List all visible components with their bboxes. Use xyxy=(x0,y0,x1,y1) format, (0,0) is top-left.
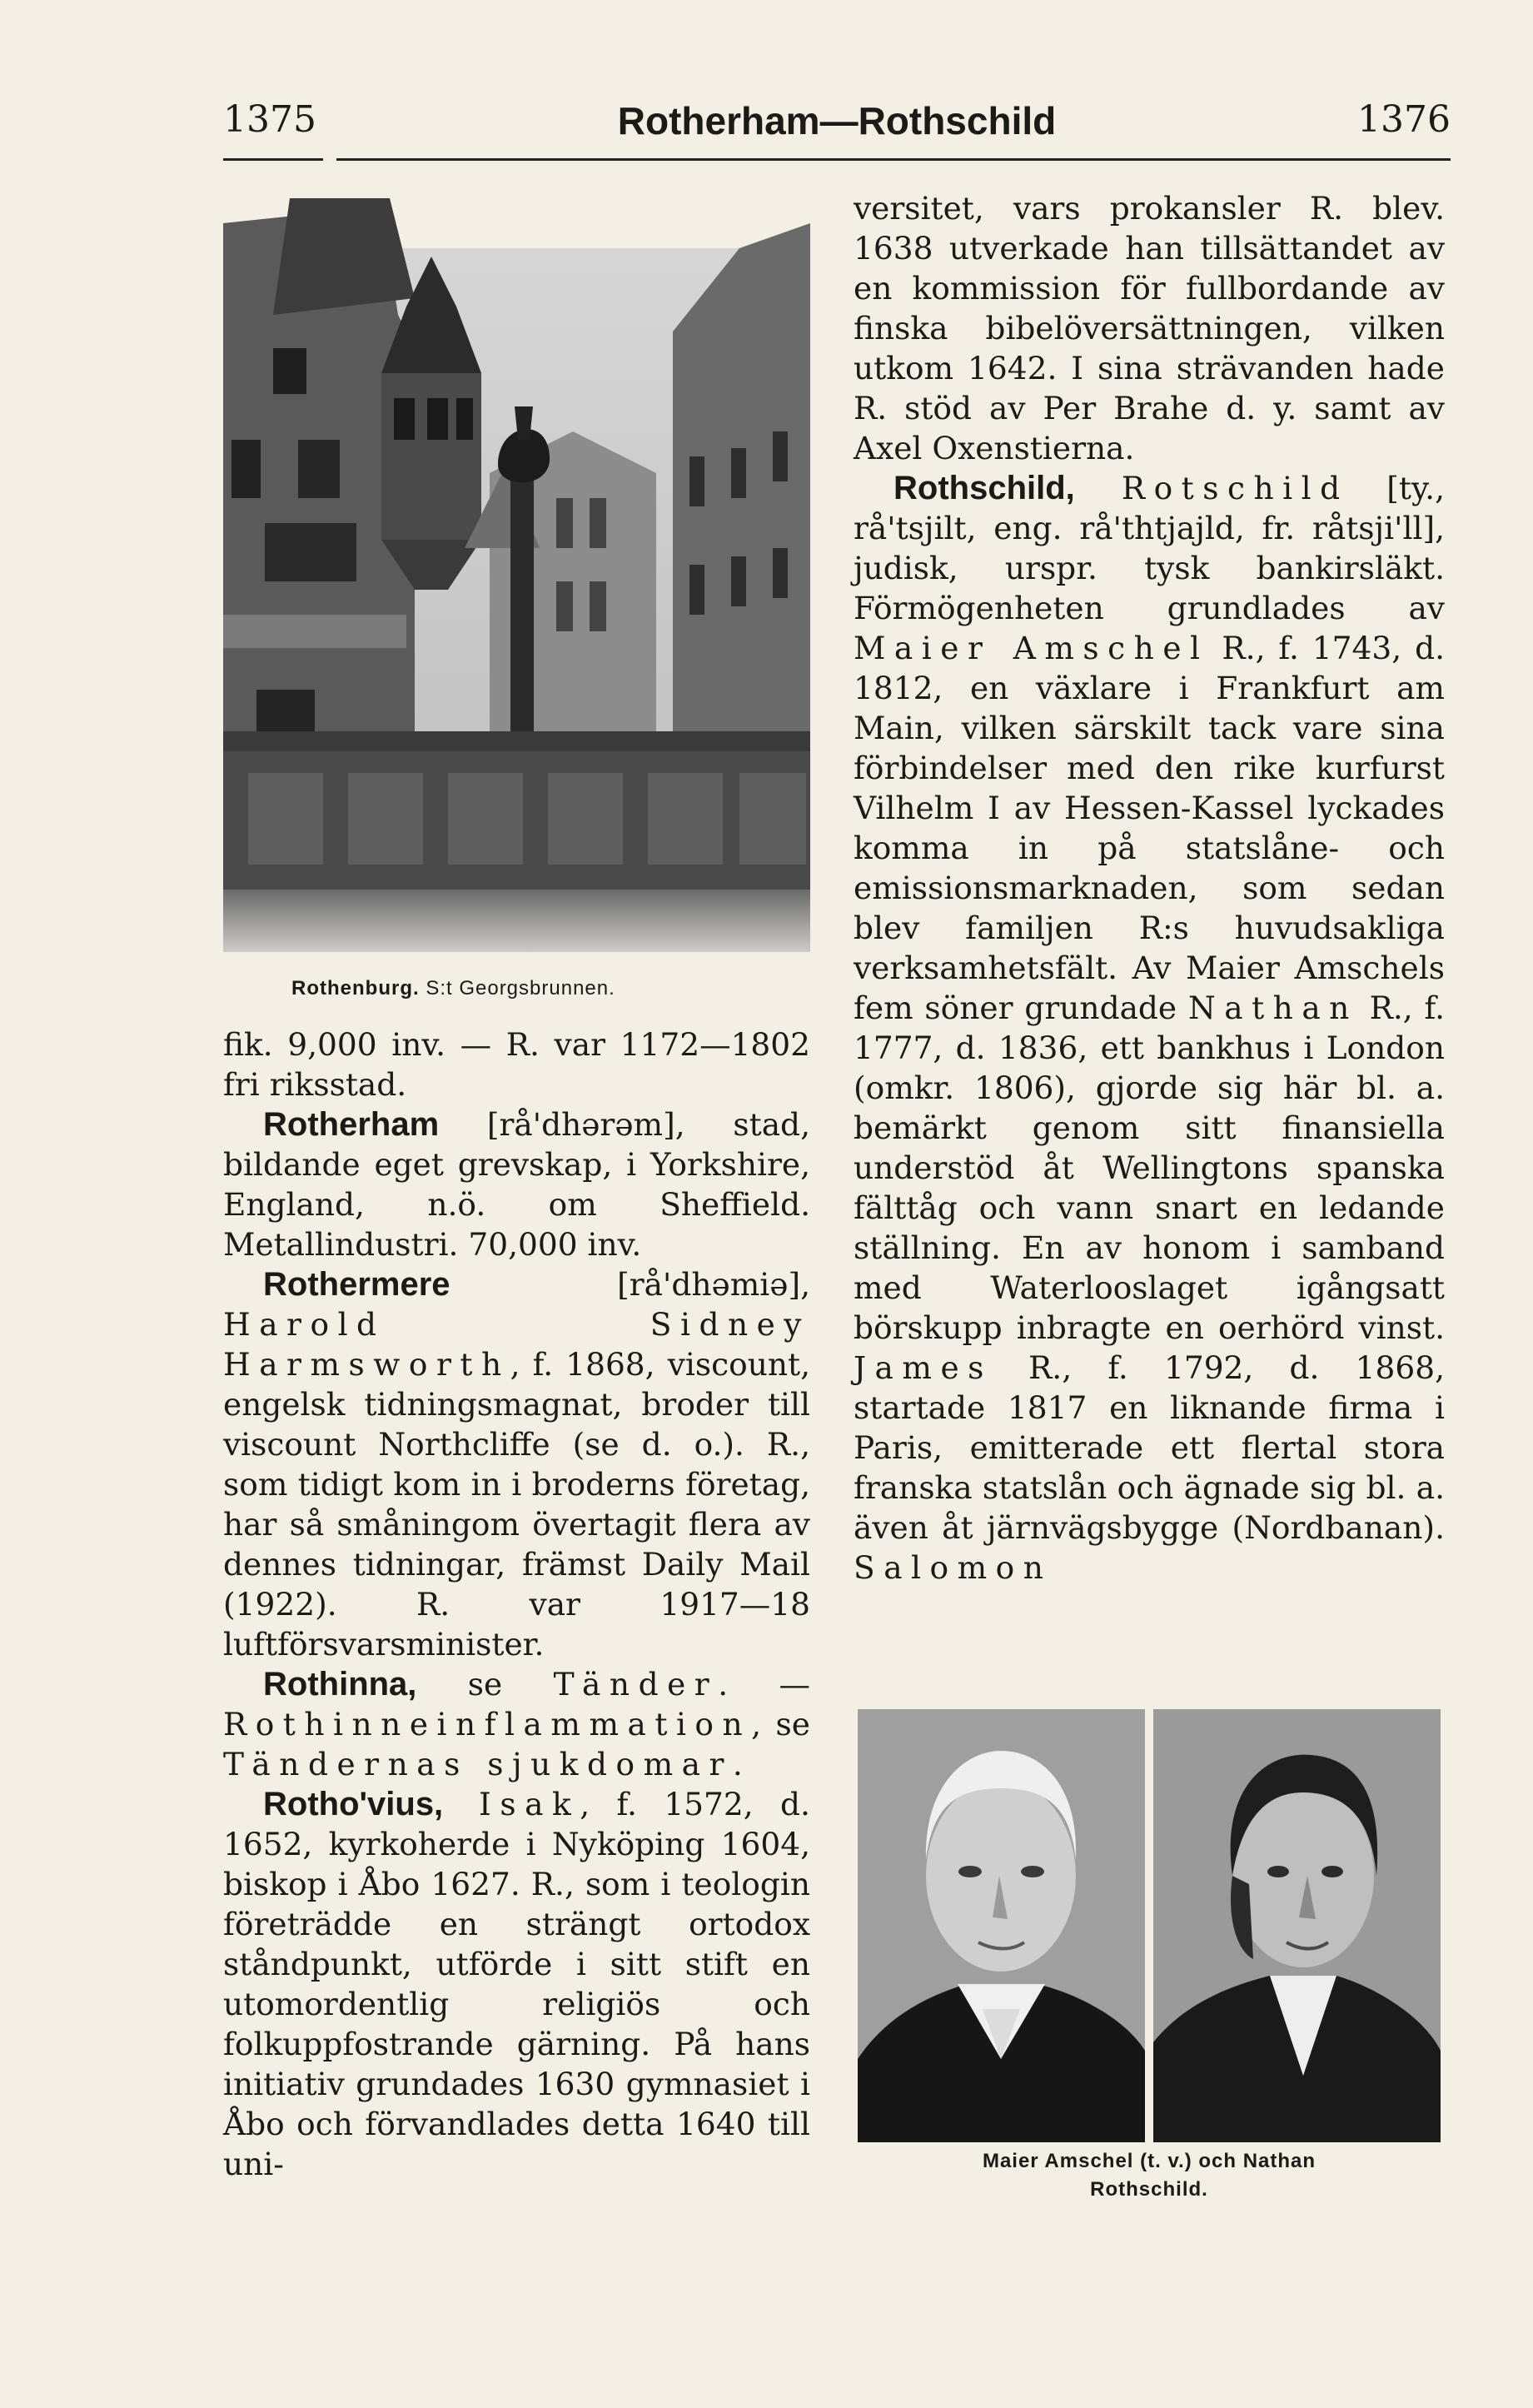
entry-body: [ty., rå'tsjilt, eng. rå'thtjajld, fr. råtsji'll], judisk, urspr. tysk bankirsläkt. Förmögenheten grundlades av xyxy=(854,470,1445,626)
period: . xyxy=(732,1746,743,1782)
entry-rotherham xyxy=(223,1104,810,1264)
caption-subject: S:t Georgsbrunnen. xyxy=(426,977,615,1000)
entry-text: fik. 9,000 inv. — R. var 1172—1802 fri riksstad. xyxy=(223,1026,810,1103)
entry-body: R., f. 1777, d. 1836, ett bankhus i London (omkr. 1806), gjorde sig här bl. a. bemärkt genom sitt finansiella understöd åt Wellingtons spanska fälttåg och vann snart en ledande ställning. En av honom i samband med Waterlooslaget igångsatt börskupp inbragte en oerhörd vinst. xyxy=(854,990,1445,1346)
person-name: Isak xyxy=(443,1786,580,1822)
person-name: Harold Sidney Harmsworth xyxy=(223,1306,810,1383)
pronunciation: [rå'dhəmiə], xyxy=(450,1266,810,1303)
header-rule-short xyxy=(223,158,323,161)
headword-rothovius: Rotho'vius, xyxy=(263,1786,444,1822)
cross-ref-tander: Tänder xyxy=(553,1666,719,1703)
page-title: Rotherham—Rothschild xyxy=(617,99,1057,142)
person-name-salomon: Salomon xyxy=(854,1549,1053,1586)
portraits-caption xyxy=(849,2147,1449,2204)
portrait-nathan xyxy=(1153,1709,1441,2142)
entry-body: , f. 1868, viscount, engelsk tidningsmagnat, broder till viscount Northcliffe (se d. o.). R., som tidigt kom in i broderns företag, har så småningom övertagit flera av dennes tidningar, främst Daily Mail (1922). R. var 1917—18 luftförsvarsminister. xyxy=(223,1346,810,1663)
header-rule-long xyxy=(336,158,1451,161)
rothovius-continuation xyxy=(854,188,1445,468)
person-name-maier-amschel: Maier Amschel xyxy=(854,630,1209,666)
headword-rotherham: Rotherham xyxy=(263,1106,440,1143)
entry-rothschild xyxy=(854,468,1445,1588)
page-number-right: 1376 xyxy=(1357,98,1451,141)
rothenburg-continuation xyxy=(223,1025,810,1104)
entry-text: versitet, vars prokansler R. blev. 1638 utverkade han tillsättandet av en kommission för fullbordande av finska bibelöversättningen, vilken utkom 1642. I sina strävanden hade R. stöd av Per Brahe d. y. samt av Axel Oxenstierna. xyxy=(854,190,1445,466)
person-name-james: James xyxy=(854,1349,993,1386)
entry-rothinna xyxy=(223,1664,810,1784)
person-name-nathan: Nathan xyxy=(1187,990,1358,1026)
caption-line1: Maier Amschel (t. v.) och Nathan xyxy=(982,2150,1316,2172)
entry-body: R., f. 1743, d. 1812, en växlare i Frankfurt am Main, vilken särskilt tack vare sina förbindelser med den rike kurfurst Vilhelm I av Hessen-Kassel lyckades komma in på statslåne- och emissionsmarknaden, som sedan blev familjen R:s huvudsakliga verksamhetsfält. Av Maier Amschels fem söner grundade xyxy=(854,630,1446,1026)
entry-rothovius xyxy=(223,1784,810,2184)
entry-rothermere xyxy=(223,1264,810,1664)
portrait-maier-amschel xyxy=(858,1709,1145,2142)
caption-line2: Rothschild. xyxy=(1090,2178,1208,2201)
caption-place: Rothenburg. xyxy=(291,977,420,1000)
page-number-left: 1375 xyxy=(223,98,316,141)
headword-rothermere: Rothermere xyxy=(263,1266,450,1303)
entry-body: R., f. 1792, d. 1868, startade 1817 en liknande firma i Paris, emitterade ett flertal stora franska statslån och ägnade sig bl. a. även åt järnvägsbygge (Nordbanan). xyxy=(854,1349,1445,1546)
left-column xyxy=(223,1025,810,2184)
variant-spelling: Rotschild xyxy=(1074,470,1349,506)
headword-rothschild: Rothschild, xyxy=(893,470,1075,506)
running-header xyxy=(223,98,1451,157)
see-word: , se xyxy=(751,1706,810,1742)
rothenburg-fountain-photo xyxy=(223,198,810,969)
subentry-rothinneinflammation: Rothinneinflammation xyxy=(223,1706,752,1742)
see-word: se xyxy=(416,1666,554,1703)
rothenburg-caption xyxy=(291,977,791,1000)
headword-rothinna: Rothinna, xyxy=(263,1666,417,1703)
entry-body: [rå'dhərəm], stad, bildande eget grevskap, i Yorkshire, England, n.ö. om Sheffield. Metallindustri. 70,000 inv. xyxy=(223,1106,810,1263)
cross-ref-tandernas-sjukdomar: Tändernas sjukdomar xyxy=(223,1746,733,1782)
right-column xyxy=(854,188,1445,1588)
separator: . — xyxy=(718,1666,811,1703)
entry-body: , f. 1572, d. 1652, kyrkoherde i Nyköping 1604, biskop i Åbo 1627. R., som i teologin företrädde en strängt ortodox ståndpunkt, utförde i sitt stift en utomordentlig religiös och folkuppfostrande gärning. På hans initiativ grundades 1630 gymnasiet i Åbo och förvandlades detta 1640 till uni- xyxy=(223,1786,810,2182)
